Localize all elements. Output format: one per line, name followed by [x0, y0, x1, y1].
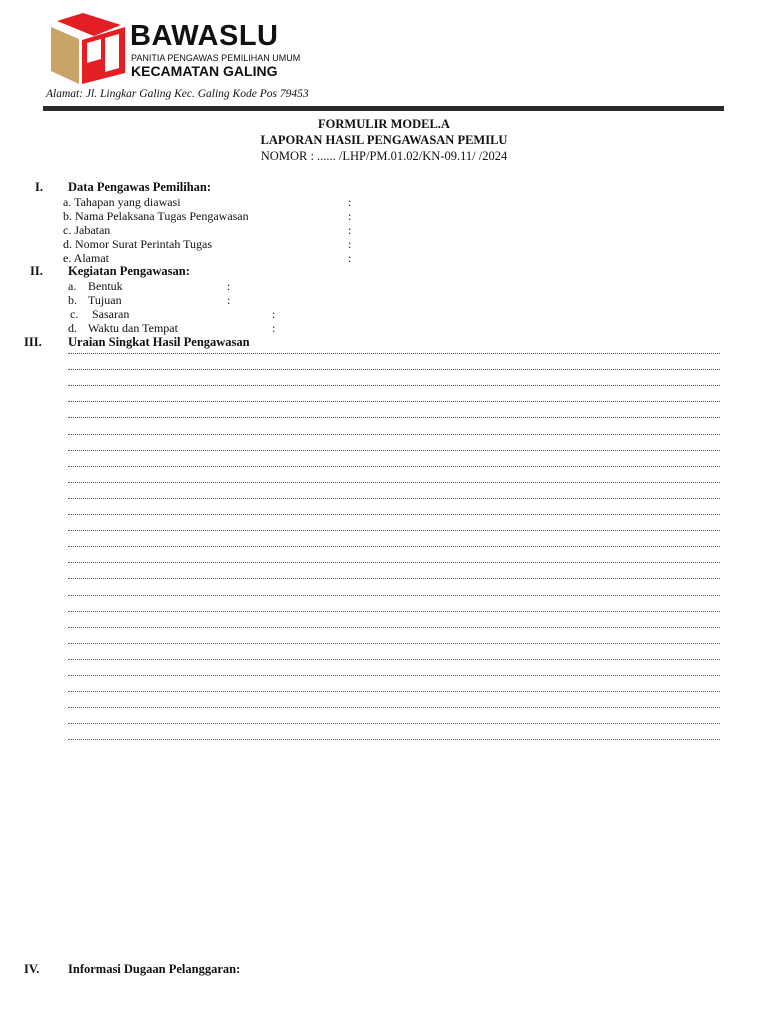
report-number: NOMOR : ...... /LHP/PM.01.02/KN-09.11/ /2024: [260, 149, 508, 163]
field-separator: :: [227, 293, 231, 307]
field-label: c. Jabatan: [63, 223, 111, 237]
dotted-line: [68, 498, 720, 499]
field-separator: :: [348, 237, 352, 251]
dotted-line: [68, 546, 720, 547]
field-label: Bentuk: [88, 279, 123, 293]
dotted-line: [68, 739, 720, 740]
field-letter: a.: [68, 279, 77, 293]
dotted-line: [68, 627, 720, 628]
field-separator: :: [348, 195, 352, 209]
field-separator: :: [348, 251, 352, 265]
section-3-heading: Uraian Singkat Hasil Pengawasan: [68, 335, 250, 349]
field-label: Waktu dan Tempat: [88, 321, 178, 335]
dotted-line: [68, 643, 720, 644]
dotted-line: [68, 385, 720, 386]
dotted-line: [68, 707, 720, 708]
section-1-heading: Data Pengawas Pemilihan:: [68, 180, 212, 194]
dotted-line: [68, 369, 720, 370]
dotted-line: [68, 723, 720, 724]
dotted-line: [68, 434, 720, 435]
field-separator: :: [272, 307, 276, 321]
dotted-line: [68, 595, 720, 596]
dotted-line: [68, 659, 720, 660]
dotted-line: [68, 530, 720, 531]
field-separator: :: [348, 223, 352, 237]
field-label: a. Tahapan yang diawasi: [63, 195, 181, 209]
section-2-heading: Kegiatan Pengawasan:: [68, 264, 190, 278]
org-unit: KECAMATAN GALING: [131, 63, 278, 79]
dotted-line: [68, 401, 720, 402]
dotted-line: [68, 675, 720, 676]
field-separator: :: [272, 321, 276, 335]
dotted-line: [68, 514, 720, 515]
field-separator: :: [348, 209, 352, 223]
field-separator: :: [227, 279, 231, 293]
field-label: b. Nama Pelaksana Tugas Pengawasan: [63, 209, 249, 223]
dotted-line: [68, 466, 720, 467]
section-3-number: III.: [24, 335, 42, 349]
form-title: FORMULIR MODEL.A: [318, 117, 450, 131]
address-line: Alamat: Jl. Lingkar Galing Kec. Galing Kode Pos 79453: [46, 88, 309, 100]
section-4-number: IV.: [24, 962, 40, 976]
dotted-line: [68, 611, 720, 612]
field-label: e. Alamat: [63, 251, 109, 265]
org-name: BAWASLU: [130, 20, 279, 52]
dotted-line: [68, 691, 720, 692]
section-2-number: II.: [30, 264, 43, 278]
bawaslu-logo: [49, 13, 127, 85]
report-title: LAPORAN HASIL PENGAWASAN PEMILU: [260, 133, 508, 147]
field-label: Tujuan: [88, 293, 122, 307]
dotted-line: [68, 353, 720, 354]
dotted-line: [68, 450, 720, 451]
field-label: d. Nomor Surat Perintah Tugas: [63, 237, 213, 251]
dotted-line: [68, 578, 720, 579]
org-subtitle: PANITIA PENGAWAS PEMILIHAN UMUM: [131, 53, 301, 63]
dotted-line: [68, 482, 720, 483]
field-letter: b.: [68, 293, 77, 307]
field-letter: c.: [70, 307, 79, 321]
section-4-heading: Informasi Dugaan Pelanggaran:: [68, 962, 241, 976]
dotted-line: [68, 562, 720, 563]
section-1-number: I.: [35, 180, 43, 194]
description-area[interactable]: [68, 353, 720, 753]
header-divider: [43, 106, 724, 111]
field-letter: d.: [68, 321, 77, 335]
field-label: Sasaran: [92, 307, 130, 321]
dotted-line: [68, 417, 720, 418]
